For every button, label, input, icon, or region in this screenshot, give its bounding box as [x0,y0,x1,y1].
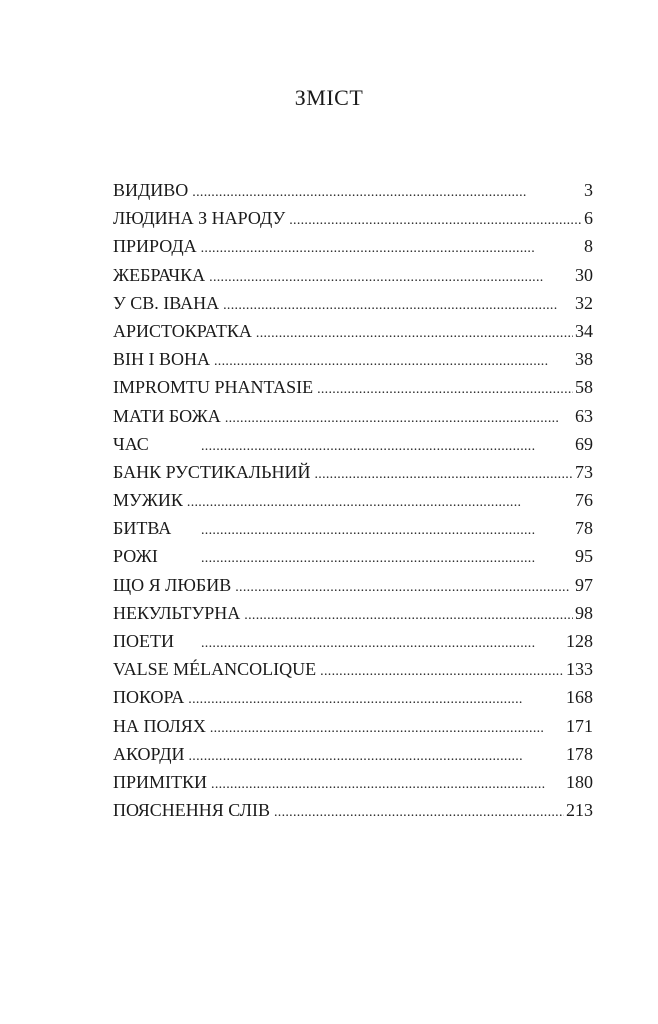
toc-entry-page: 95 [575,546,593,567]
toc-entry-page: 180 [566,771,593,792]
toc-entry [113,627,593,655]
toc-entry-page: 32 [575,292,593,313]
toc-entry [113,430,593,458]
toc-entry-page: 3 [584,180,593,200]
toc-entry-page: 133 [566,659,593,680]
toc-entry [113,542,593,570]
dot-leader [201,545,573,573]
dot-leader [201,235,582,263]
toc-entry-page: 8 [584,236,593,257]
toc-entry-title: ЩО Я ЛЮБИВ [113,574,232,595]
toc-entry-title: VALSE MÉLANCOLIQUE [113,659,317,680]
toc-entry [113,655,593,683]
toc-entry-page: 97 [575,574,593,595]
dot-leader [209,264,573,292]
toc-entry-page: 6 [584,208,593,229]
toc-entry [113,176,593,204]
toc-entry-page: 34 [575,320,593,341]
toc-entry-page: 73 [575,461,593,482]
toc-entry-page: 171 [566,715,593,736]
toc-entry-title: ПРИМІТКИ [113,771,208,792]
toc-entry-title: ВІН І ВОНА [113,349,210,370]
toc-entry [113,261,593,289]
toc-entry-title: ПОЯСНЕННЯ СЛІВ [113,800,270,821]
dot-leader [235,574,573,602]
toc-entry-page: 38 [575,349,593,370]
toc-entry-title: ПОЕТИ [113,631,174,651]
dot-leader [320,658,564,686]
toc-entry-page: 128 [566,631,593,651]
toc-entry-page: 98 [575,602,593,623]
dot-leader [274,799,564,827]
toc-entry [113,204,593,232]
toc-entry-title: IMPROMTU PHANTASIE [113,377,314,398]
dot-leader [314,461,573,489]
toc-entry-title: У СВ. ІВАНА [113,292,220,313]
dot-leader [244,602,573,630]
toc-entry-title: ЛЮДИНА З НАРОДУ [113,208,286,229]
toc-entry-page: 58 [575,377,593,398]
dot-leader [187,489,573,517]
toc-entry-title: ВИДИВО [113,180,189,200]
dot-leader [189,743,565,771]
toc-entry [113,599,593,627]
toc-entry-title: БИТВА [113,518,172,539]
dot-leader [214,348,573,376]
dot-leader [201,630,564,658]
toc-entry [113,514,593,542]
toc-entry-page: 168 [566,687,593,708]
toc-entry [113,402,593,430]
toc-entry-title: БАНК РУСТИКАЛЬНИЙ [113,461,311,482]
toc-entry [113,289,593,317]
dot-leader [201,517,573,545]
toc-entry [113,486,593,514]
dot-leader [317,376,573,404]
toc-entry-page: 178 [566,743,593,764]
toc-entry-title: НЕКУЛЬТУРНА [113,602,241,623]
toc-entry-page: 78 [575,518,593,539]
toc-entry-title: МУЖИК [113,490,183,511]
dot-leader [188,686,564,714]
toc-entry [113,740,593,768]
toc-entry [113,373,593,401]
toc-entry [113,712,593,740]
toc-entry-title: АКОРДИ [113,743,185,764]
dot-leader [192,179,582,207]
toc-entry [113,317,593,345]
toc-entry-title: ПРИРОДА [113,236,197,257]
toc-entry-title: МАТИ БОЖА [113,405,221,426]
toc-entry [113,768,593,796]
toc-entry [113,796,593,824]
dot-leader [289,207,582,235]
toc-entry [113,683,593,711]
toc-entry [113,571,593,599]
toc-entry-title: НА ПОЛЯХ [113,715,206,736]
dot-leader [210,715,564,743]
dot-leader [223,292,573,320]
toc-entry-page: 30 [575,264,593,285]
toc-entry-title: ЧАС [113,433,149,454]
toc-entry-page: 63 [575,405,593,426]
toc-entry-title: РОЖІ [113,546,158,567]
toc-entry [113,345,593,373]
toc-entry-page: 213 [566,800,593,821]
dot-leader [201,433,573,461]
toc-entry [113,232,593,260]
toc-entry [113,458,593,486]
toc-entry-title: ПОКОРА [113,687,185,708]
dot-leader [256,320,573,348]
toc-entry-page: 69 [575,433,593,454]
toc-list [113,176,593,824]
toc-entry-page: 76 [575,490,593,511]
dot-leader [225,405,573,433]
toc-entry-title: ЖЕБРАЧКА [113,264,206,285]
dot-leader [211,771,564,799]
toc-entry-title: АРИСТОКРАТКА [113,320,252,341]
toc-heading: ЗМІСТ [294,85,364,110]
